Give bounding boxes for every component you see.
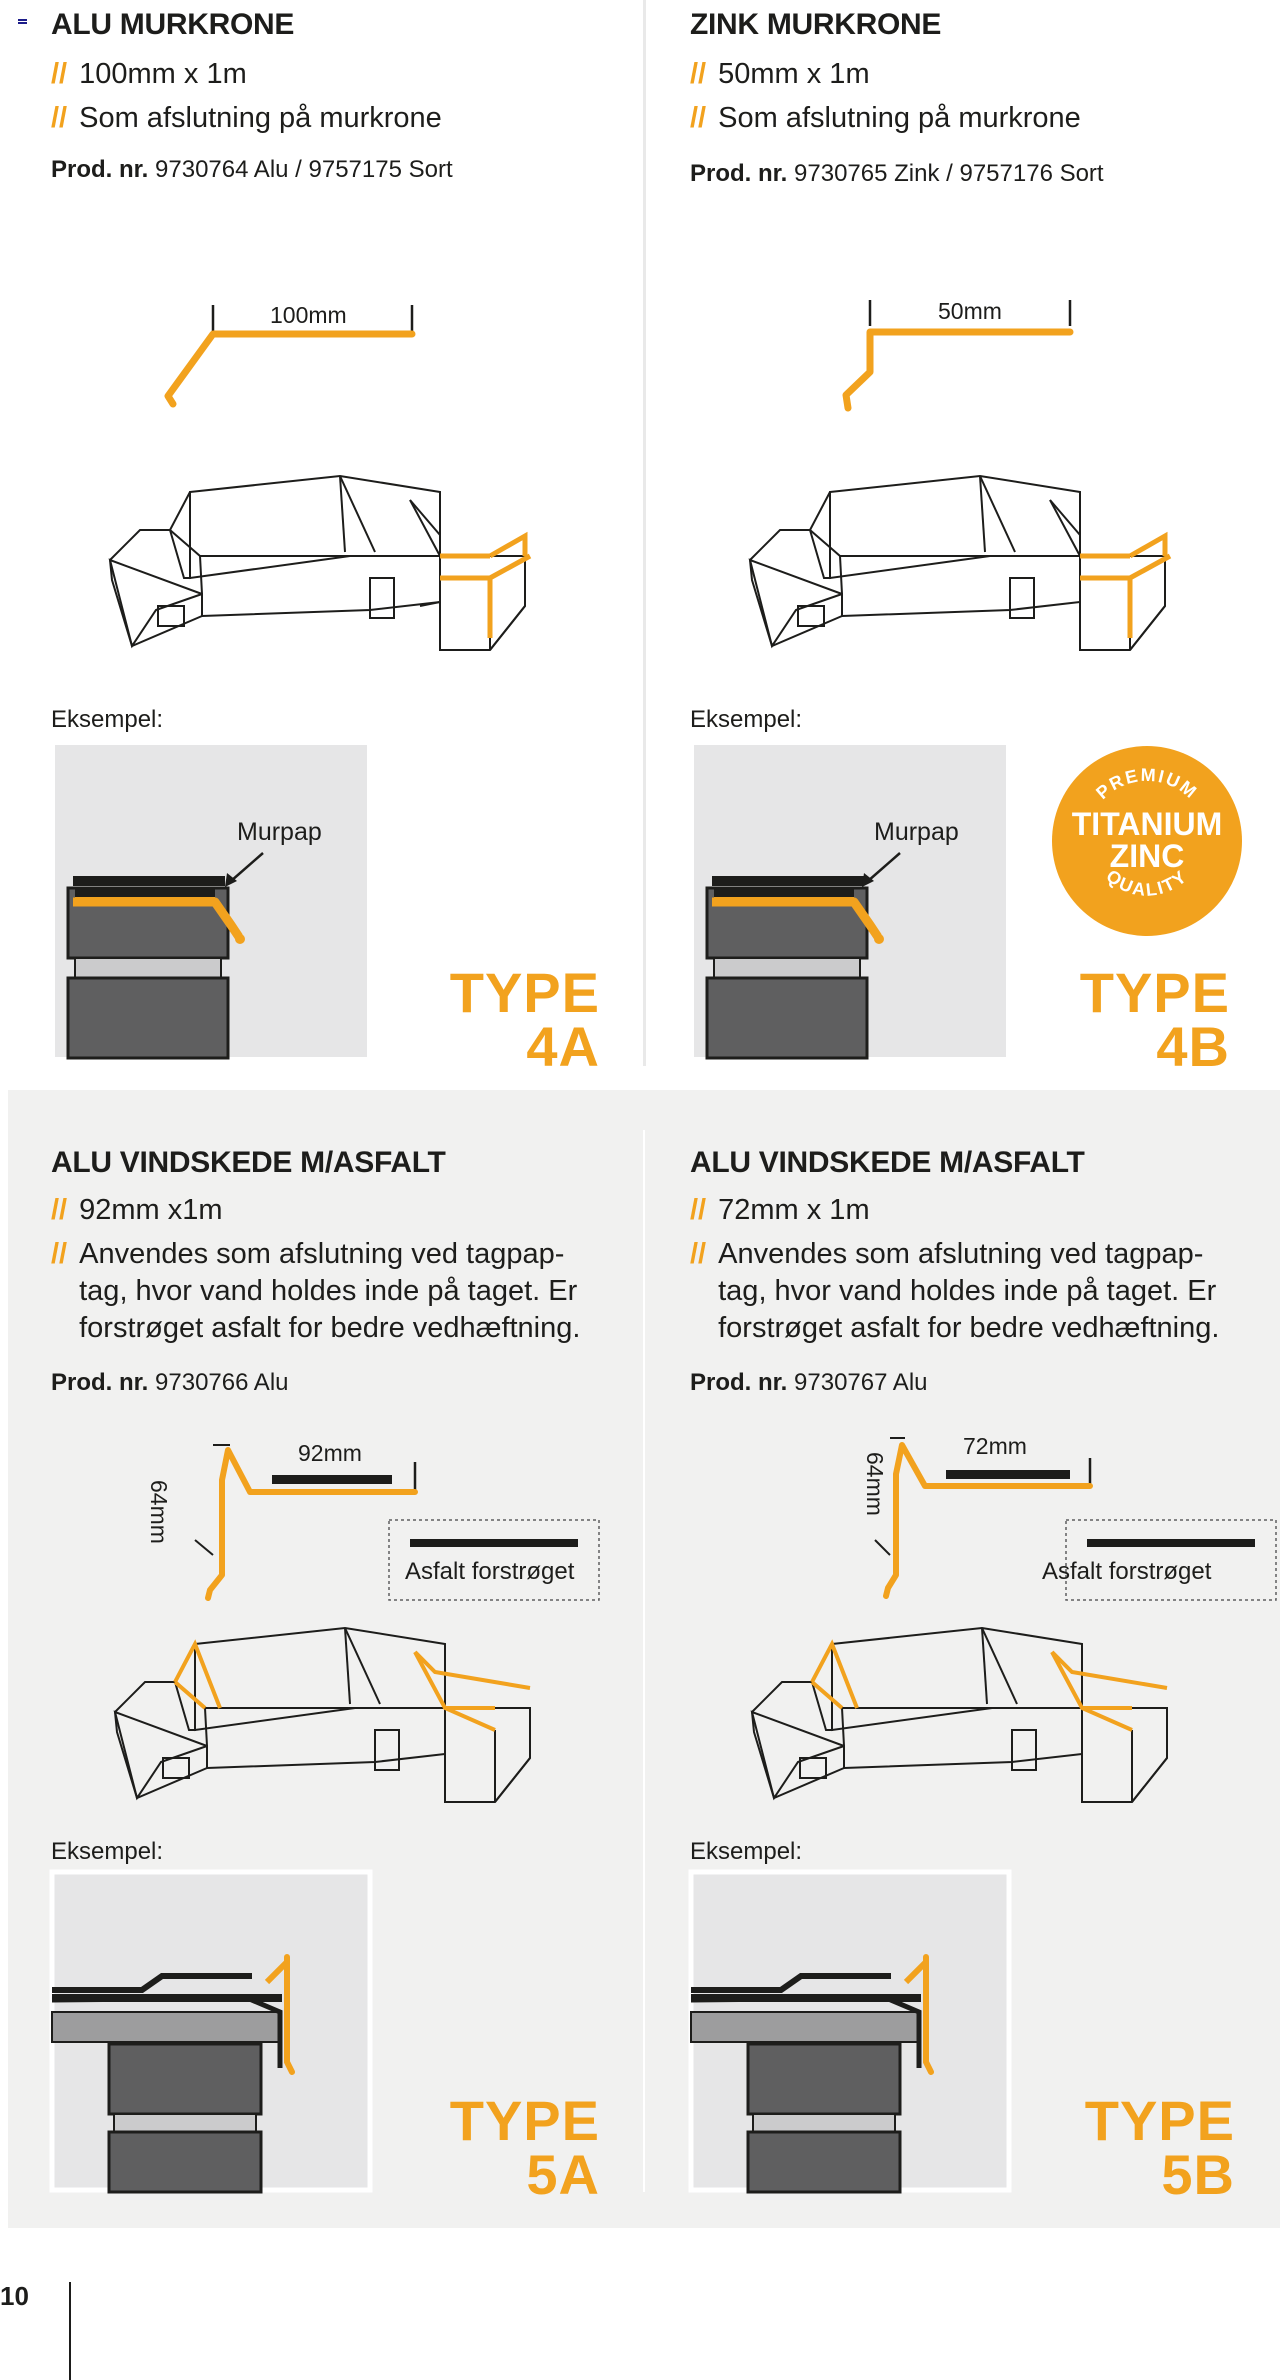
badge-line1: TITANIUM [1071, 806, 1223, 842]
legend-label: Asfalt forstrøget [405, 1558, 575, 1585]
example-label: Eksempel: [690, 706, 803, 733]
bullet-item: // 50mm x 1m [690, 58, 870, 90]
dimension-label: 50mm [938, 298, 1002, 324]
legend-label: Asfalt forstrøget [1042, 1558, 1212, 1585]
column-divider-bottom [643, 1130, 645, 2192]
profile-drawing-5b [640, 1400, 1280, 1620]
dimension-label: 72mm [963, 1433, 1027, 1459]
premium-badge [1052, 746, 1242, 936]
product-title: ALU VINDSKEDE M/ASFALT [51, 1146, 446, 1179]
bullet-item: // 72mm x 1m [690, 1194, 870, 1226]
profile-drawing-5a [0, 1400, 640, 1620]
dimension-label: 100mm [270, 302, 347, 328]
dimension-label: 92mm [298, 1440, 362, 1466]
example-illustration-4b [694, 745, 1014, 1057]
product-number: Prod. nr. 9730765 Zink / 9757176 Sort [690, 160, 1104, 187]
example-illustration-4a [55, 745, 375, 1057]
product-number: Prod. nr. 9730764 Alu / 9757175 Sort [51, 156, 453, 183]
bullet-item: // Som afslutning på murkrone [51, 102, 442, 134]
example-illustration-5b [691, 1872, 1011, 2192]
house-illustration [752, 1622, 1172, 1802]
page-number-rule [69, 2282, 71, 2380]
type-label-5b: TYPE 5B [1084, 2089, 1235, 2206]
page-number: 10 [0, 2281, 29, 2311]
product-number: Prod. nr. 9730767 Alu [690, 1369, 928, 1396]
vertical-dimension-label: 64mm [862, 1452, 888, 1516]
callout-label: Murpap [874, 818, 959, 846]
product-title: ALU VINDSKEDE M/ASFALT [690, 1146, 1085, 1179]
house-illustration [750, 470, 1170, 650]
example-label: Eksempel: [51, 706, 164, 733]
bullet-item: // 92mm x1m [51, 1194, 223, 1226]
vertical-dimension-label: 64mm [146, 1480, 172, 1544]
house-illustration [110, 470, 530, 650]
product-title: ALU MURKRONE [51, 8, 295, 41]
badge-line2: ZINC [1109, 838, 1185, 874]
product-title: ZINK MURKRONE [690, 8, 942, 41]
bullet-item: // Anvendes som afslutning ved tagpap- tag, hvor vand holdes inde på taget. Er forstrøget asfalt for bedre vedhæftning. [690, 1238, 1220, 1344]
bullet-item: // Anvendes som afslutning ved tagpap- tag, hvor vand holdes inde på taget. Er forstrøget asfalt for bedre vedhæftning. [51, 1238, 581, 1344]
callout-label: Murpap [237, 818, 322, 846]
example-label: Eksempel: [690, 1838, 803, 1865]
house-illustration [115, 1622, 535, 1802]
badge-bottom-text: QUALITY [1102, 865, 1192, 901]
badge-top-text: PREMIUM [1092, 764, 1202, 804]
product-number: Prod. nr. 9730766 Alu [51, 1369, 289, 1396]
bullet-item: // 100mm x 1m [51, 58, 247, 90]
type-label-4a: TYPE 4A [449, 961, 600, 1078]
example-label: Eksempel: [51, 1838, 164, 1865]
svg-text:PREMIUM [1092, 765, 1201, 803]
type-label-5a: TYPE 5A [449, 2089, 600, 2206]
bullet-item: // Som afslutning på murkrone [690, 102, 1081, 134]
type-label-4b: TYPE 4B [1079, 961, 1230, 1078]
example-illustration-5a [52, 1872, 372, 2192]
